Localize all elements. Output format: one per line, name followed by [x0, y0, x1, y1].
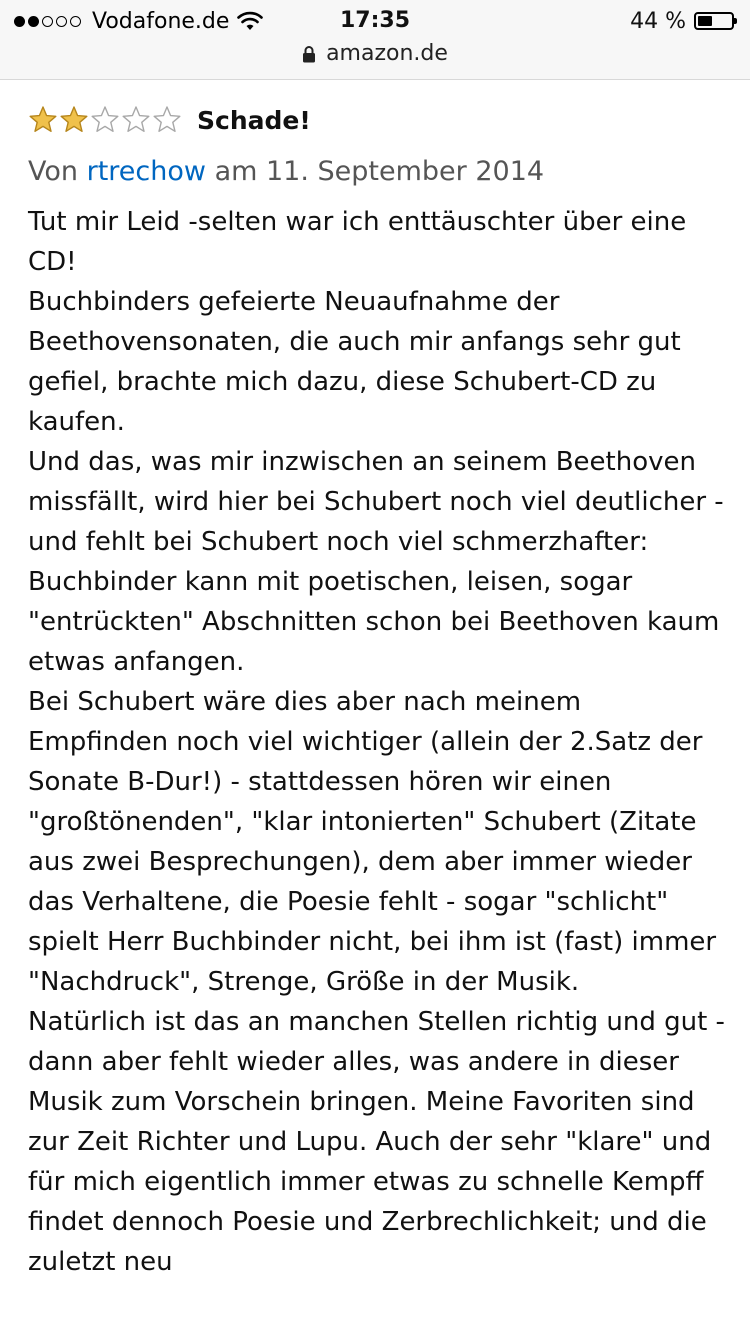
battery-percentage: 44 %	[630, 8, 686, 34]
review-body: Tut mir Leid -selten war ich enttäuschter über eine CD! Buchbinders gefeierte Neuaufnahme der Beethovensonaten, die auch mir anfangs sehr gut gefiel, brachte mich dazu, diese Schubert-CD zu kaufen. Und das, was mir inzwischen an seinem Beethoven missfällt, wird hier bei Schubert noch viel deutlicher - und fehlt bei Schubert noch viel schmerzhafter: Buchbinder kann mit poetischen, leisen, sogar "entrückten" Abschnitten schon bei Beethoven kaum etwas anfangen. Bei Schubert wäre dies aber nach meinem Empfinden noch viel wichtiger (allein der 2.Satz der Sonate B-Dur!) - stattdessen hören wir einen "großtönenden", "klar intonierten" Schubert (Zitate aus zwei Besprechungen), dem aber immer wieder das Verhaltene, die Poesie fehlt - sogar "schlicht" spielt Herr Buchbinder nicht, bei ihm ist (fast) immer "Nachdruck", Strenge, Größe in der Musik. Natürlich ist das an manchen Stellen richtig und gut - dann aber fehlt wieder alles, was andere in dieser Musik zum Vorschein bringen. Meine Favoriten sind zur Zeit Richter und Lupu. Auch der sehr "klare" und für mich eigentlich immer etwas zu schnelle Kempff findet dennoch Poesie und Zerbrechlichkeit; und die zuletzt neu	[28, 207, 725, 1277]
lock-icon	[302, 45, 316, 63]
review-header	[28, 92, 728, 148]
status-bar	[0, 0, 750, 80]
author-link[interactable]: rtrechow	[86, 156, 206, 187]
byline-prefix: Von	[28, 156, 79, 187]
clock: 17:35	[339, 8, 411, 33]
star-empty-icon	[90, 105, 120, 135]
battery-icon	[694, 12, 734, 30]
star-filled-icon	[59, 105, 89, 135]
customer-review	[28, 92, 728, 1282]
review-date: am 11. September 2014	[214, 156, 545, 187]
star-empty-icon	[152, 105, 182, 135]
star-empty-icon	[121, 105, 151, 135]
review-byline	[28, 152, 728, 192]
review-title[interactable]: Schade!	[197, 105, 311, 135]
address-bar[interactable]	[0, 40, 750, 68]
star-rating[interactable]	[28, 105, 183, 135]
status-right	[630, 6, 734, 36]
battery-level-fill	[698, 16, 712, 26]
battery-tip	[734, 18, 737, 24]
carrier-name: Vodafone.de	[92, 8, 230, 34]
url-text: amazon.de	[326, 41, 448, 66]
star-filled-icon	[28, 105, 58, 135]
